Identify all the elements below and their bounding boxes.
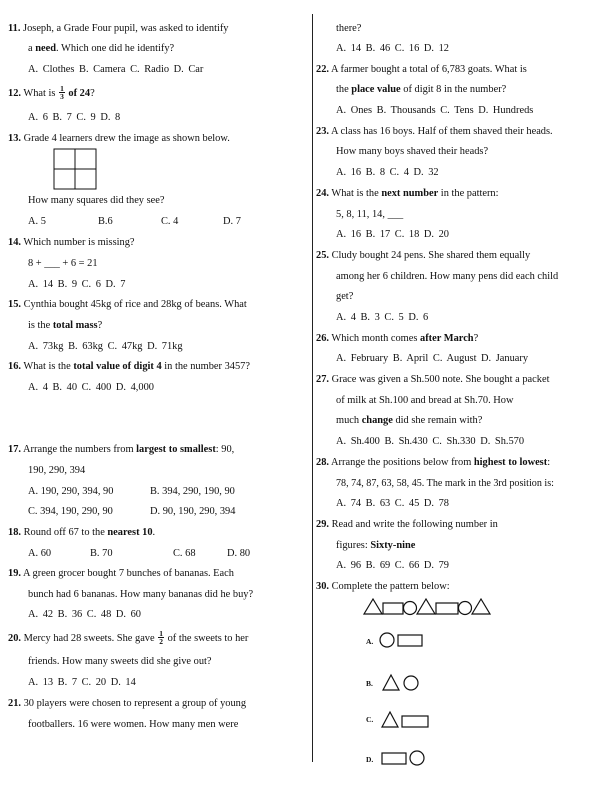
option-b-shapes[interactable] — [382, 672, 432, 692]
option-a-shapes[interactable] — [378, 630, 428, 650]
option-b-label[interactable]: B. — [366, 679, 373, 688]
rectangle-shape — [382, 753, 406, 764]
circle-shape — [404, 676, 418, 690]
triangle-shape — [417, 599, 435, 614]
question-25-line3: get? — [336, 291, 354, 302]
circle-shape — [410, 751, 424, 765]
question-11-line2: a need. Which one did he identify? — [28, 43, 175, 54]
question-21-line2: footballers. 16 were women. How many men were — [28, 719, 239, 730]
question-23-options: A. 16 B. 8 C. 4 D. 32 — [336, 167, 439, 178]
option-c-shapes[interactable] — [380, 710, 440, 730]
question-22: 22. A farmer bought a total of 6,783 goats. What is — [316, 64, 527, 75]
question-22-options: A. Ones B. Thousands C. Tens D. Hundreds — [336, 105, 534, 116]
question-29: 29. Read and write the following number in — [316, 519, 498, 530]
question-27-line2: of milk at Sh.100 and bread at Sh.70. How — [336, 395, 514, 406]
question-15-options: A. 73kg B. 63kg C. 47kg D. 71kg — [28, 341, 183, 352]
question-14: 14. Which number is missing? — [8, 237, 135, 248]
exam-page: 11. Joseph, a Grade Four pupil, was asked to identify a need. Which one did he identify? A. Clothes B. Camera C. Radio D. Car 12. What is $\frac{1}{3}$ of 24? A. 6 B. 7 C. 9 D. 8 13. Grade 4 learners drew the image as shown below. How many squares did they see? A. 5 B.6 C. 4 D. 7 14. Which number is missing? 8 + ___ + 6 = 21 A. 14 B. 9 C. 6 D. 7 15. Cynthia bought 45kg of rice and 28kg of beans. What is the total mass? A. 73kg B. 63kg C. 47kg D. 71kg 16. What is the total value of digit 4 in the number 3457? A. 4 B. 40 C. 400 D. 4,000 17. Arrange the numbers from largest to smallest: 90, 190, 290, 394 A. 190, 290, 394, 90 B. 394, 290, 190, 90 C. 394, 190, 290, 90 D. 90, 190, 290, 394 18. Round off 67 to the nearest 10. A. 60 B. 70 C. 68 D. 80 19. A green grocer bought 7 bunches of bananas. Each bunch had 6 bananas. How many bananas did he buy? A. 42 B. 36 C. 48 D. 60 20. Mercy had 28 sweets. She gave $\frac{1}{2}$ of the sweets to her friends. How many sweets did she give out? A. 13 B. 7 C. 20 D. 14 21. 30 players were chosen to represent a group of young footballers. 16 were women. How many men were there? A. 14 B. 46 C. 16 D. 12 22. A farmer bought a total of 6,783 goats. What is the place value of digit 8 in the number? A. Ones B. Thousands C. Tens D. Hundreds 23. A class has 16 boys. Half of them shaved their heads. How many boys shaved their heads? A. 16 B. 8 C. 4 D. 32 24. What is the next number in the pattern: 5, 8, 11, 14, ___ A. 16 B. 17 C. 18 D. 20 25. Cludy bought 24 pens. She shared them equally among her 6 children. How many pens did each child get? A. 4 B. 3 C. 5 D. 6 26. Which month comes after March? A. February B. April C. August D. January 27. Grace was given a Sh.500 note. She bought a packet of milk at Sh.100 and bread at Sh.70. How much change did she remain with? A. Sh.400 B. Sh.430 C. Sh.330 D. Sh.570 28. Arrange the positions below from highest to lowest: 78, 74, 87, 63, 58, 45. The mark in the 3rd position is: A. 74 B. 63 C. 45 D. 78 29. Read and write the following number in figures: Sixty-nine A. 96 B. 69 C. 66 D. 79 30. Complete the pattern below: A. B. C. D. — [0, 0, 612, 792]
question-18: 18. Round off 67 to the nearest 10. — [8, 527, 156, 538]
question-29-options: A. 96 B. 69 C. 66 D. 79 — [336, 560, 450, 571]
question-30: 30. Complete the pattern below: — [316, 581, 450, 592]
question-20-line2: friends. How many sweets did she give out? — [28, 656, 212, 667]
rectangle-shape — [436, 603, 458, 614]
circle-shape — [380, 633, 394, 647]
question-25: 25. Cludy bought 24 pens. She shared them equally — [316, 250, 531, 261]
question-20-options: A. 13 B. 7 C. 20 D. 14 — [28, 677, 136, 688]
question-20: 20. Mercy had 28 sweets. She gave $\frac{1}{2}$ of the sweets to her — [8, 629, 249, 646]
question-28-line2: 78, 74, 87, 63, 58, 45. The mark in the 3rd position is: — [336, 478, 554, 489]
question-26: 26. Which month comes after March? — [316, 333, 479, 344]
question-24-pattern: 5, 8, 11, 14, ___ — [336, 209, 404, 220]
question-22-line2: the place value of digit 8 in the number? — [336, 84, 507, 95]
question-12: 12. What is $\frac{1}{3}$ of 24? — [8, 84, 95, 101]
question-24: 24. What is the next number in the pattern: — [316, 188, 499, 199]
question-27: 27. Grace was given a Sh.500 note. She bought a packet — [316, 374, 550, 385]
rectangle-shape — [383, 603, 403, 614]
question-29-line2: figures: Sixty-nine — [336, 540, 416, 551]
question-15: 15. Cynthia bought 45kg of rice and 28kg of beans. What — [8, 299, 247, 310]
question-23-line2: How many boys shaved their heads? — [336, 146, 489, 157]
question-16-options: A. 4 B. 40 C. 400 D. 4,000 — [28, 382, 154, 393]
question-19-line2: bunch had 6 bananas. How many bananas did he buy? — [28, 589, 254, 600]
fraction-one-third: $\frac{1}{3}$ — [60, 84, 64, 101]
rectangle-shape — [398, 635, 422, 646]
question-24-options: A. 16 B. 17 C. 18 D. 20 — [336, 229, 450, 240]
option-d-shapes[interactable] — [380, 748, 440, 768]
question-23: 23. A class has 16 boys. Half of them shaved their heads. — [316, 126, 553, 137]
question-25-options: A. 4 B. 3 C. 5 D. 6 — [336, 312, 429, 323]
question-15-line2: is the total mass? — [28, 320, 103, 331]
question-14-options: A. 14 B. 9 C. 6 D. 7 — [28, 279, 126, 290]
shape-pattern-figure — [362, 597, 502, 617]
question-11: 11. Joseph, a Grade Four pupil, was asked to identify — [8, 23, 229, 34]
circle-shape — [459, 602, 472, 615]
question-11-options: A. Clothes B. Camera C. Radio D. Car — [28, 64, 204, 75]
squares-grid-figure — [53, 148, 98, 190]
question-17-line2: 190, 290, 394 — [28, 465, 86, 476]
circle-shape — [404, 602, 417, 615]
rectangle-shape — [402, 716, 428, 727]
question-27-options: A. Sh.400 B. Sh.430 C. Sh.330 D. Sh.570 — [336, 436, 525, 447]
question-28: 28. Arrange the positions below from highest to lowest: — [316, 457, 551, 468]
option-c-label[interactable]: C. — [366, 715, 374, 724]
option-a-label[interactable]: A. — [366, 637, 374, 646]
question-17: 17. Arrange the numbers from largest to smallest: 90, — [8, 444, 235, 455]
question-27-line3: much change did she remain with? — [336, 415, 483, 426]
question-25-line2: among her 6 children. How many pens did each child — [336, 271, 559, 282]
question-13-line2: How many squares did they see? — [28, 195, 165, 206]
question-16: 16. What is the total value of digit 4 in the number 3457? — [8, 361, 250, 372]
question-14-equation: 8 + ___ + 6 = 21 — [28, 258, 98, 269]
triangle-shape — [383, 675, 399, 690]
question-21: 21. 30 players were chosen to represent a group of young — [8, 698, 247, 709]
fraction-one-half: $\frac{1}{2}$ — [159, 629, 163, 646]
triangle-shape — [472, 599, 490, 614]
question-12-options: A. 6 B. 7 C. 9 D. 8 — [28, 112, 121, 123]
question-26-options: A. February B. April C. August D. January — [336, 353, 529, 364]
question-21-line3: there? — [336, 23, 362, 34]
question-19: 19. A green grocer bought 7 bunches of bananas. Each — [8, 568, 234, 579]
question-21-options: A. 14 B. 46 C. 16 D. 12 — [336, 43, 450, 54]
triangle-shape — [382, 712, 398, 727]
question-28-options: A. 74 B. 63 C. 45 D. 78 — [336, 498, 450, 509]
option-d-label[interactable]: D. — [366, 755, 374, 764]
question-19-options: A. 42 B. 36 C. 48 D. 60 — [28, 609, 142, 620]
question-13: 13. Grade 4 learners drew the image as shown below. — [8, 133, 230, 144]
triangle-shape — [364, 599, 382, 614]
column-divider — [312, 14, 313, 762]
